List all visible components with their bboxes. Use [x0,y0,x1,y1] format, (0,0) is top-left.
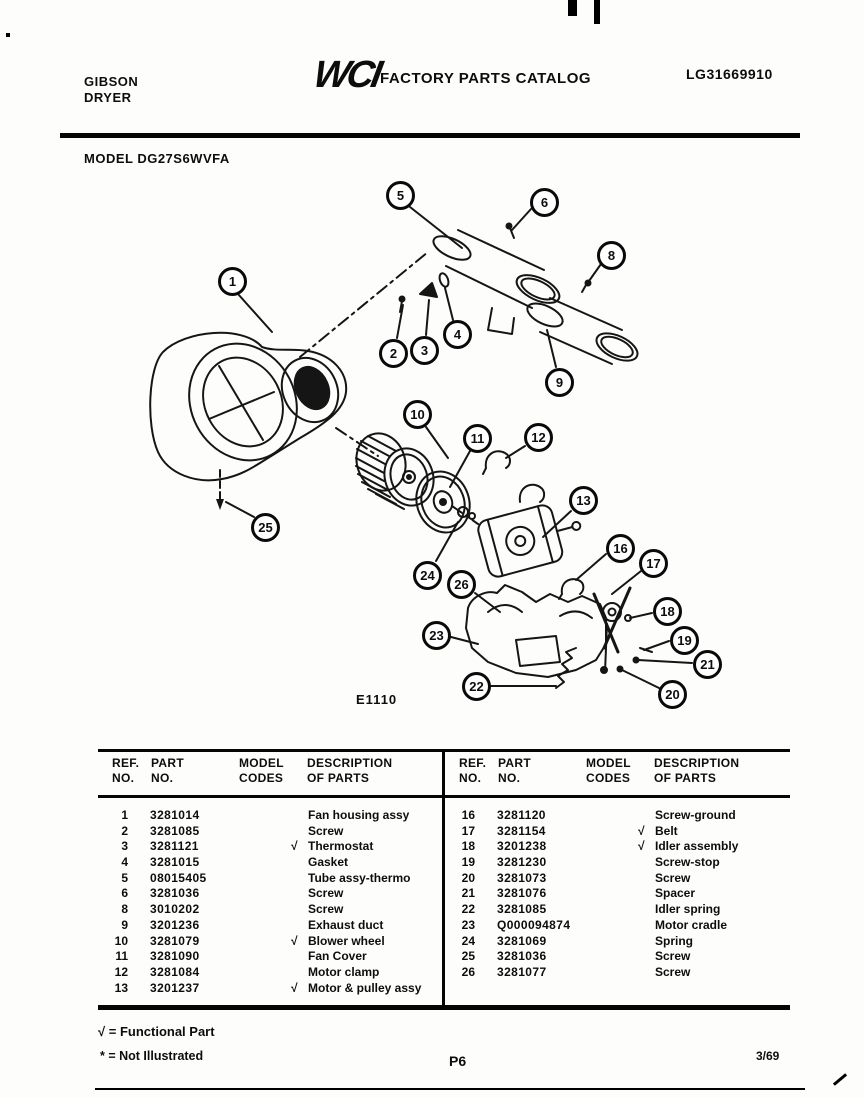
table-row [98,934,442,950]
publication-number: LG31669910 [686,66,773,82]
col-header-part: PART NO. [151,756,184,785]
functional-check: √ [291,839,298,854]
table-header-right [445,756,790,792]
ref-no: 4 [121,855,128,870]
description: Idler spring [655,902,721,917]
callout-1: 1 [218,267,247,296]
table-row [98,918,442,934]
col-header-model: MODEL CODES [239,756,284,785]
description: Motor cradle [655,917,728,932]
table-row [445,855,790,871]
ref-no: 19 [461,855,475,870]
ref-no: 10 [114,933,128,948]
description: Gasket [308,855,349,870]
callout-26: 26 [447,570,476,599]
ref-no: 22 [461,902,475,917]
description: Screw [655,870,691,885]
description: Fan housing assy [308,808,410,822]
table-row [445,824,790,840]
description: Spring [655,933,693,948]
ref-no: 2 [121,823,128,838]
callout-11: 11 [463,424,492,453]
ref-no: 21 [461,886,475,901]
table-row [445,808,790,824]
callout-4: 4 [443,320,472,349]
part-no: 3201237 [150,980,200,995]
callout-9: 9 [545,368,574,397]
ref-no: 26 [461,964,475,979]
description: Motor & pulley assy [308,980,422,995]
callout-5: 5 [386,181,415,210]
ref-no: 6 [121,886,128,901]
callout-8: 8 [597,241,626,270]
callout-12: 12 [524,423,553,452]
ref-no: 18 [461,839,475,854]
callout-20: 20 [658,680,687,709]
table-row [445,871,790,887]
description: Screw [655,964,691,979]
col-header-part: PART NO. [498,756,531,785]
table-row [445,886,790,902]
table-row [98,981,442,997]
callout-23: 23 [422,621,451,650]
part-no: 3281079 [150,933,200,948]
description: Motor clamp [308,964,380,979]
table-row [98,965,442,981]
part-no: 3201238 [497,839,547,854]
part-no: 3281120 [497,808,546,822]
description: Tube assy-thermo [308,870,411,885]
legend-functional-part: √ = Functional Part [98,1024,215,1039]
part-no: 3281230 [497,855,547,870]
functional-check: √ [638,839,645,854]
callout-18: 18 [653,597,682,626]
part-no: 3281077 [497,964,547,979]
callout-16: 16 [606,534,635,563]
model-number: MODEL DG27S6WVFA [84,151,230,166]
ref-no: 17 [461,823,475,838]
table-row [98,824,442,840]
ref-no: 16 [461,808,475,822]
table-row [445,949,790,965]
description: Screw [308,886,344,901]
ref-no: 25 [461,949,475,964]
ref-no: 24 [461,933,475,948]
figure-code: E1110 [356,692,398,707]
ref-no: 9 [121,917,128,932]
callout-25: 25 [251,513,280,542]
description: Exhaust duct [308,917,384,932]
description: Screw-stop [655,855,720,870]
description: Spacer [655,886,696,901]
part-no: 08015405 [150,870,207,885]
description: Screw [655,949,691,964]
part-no: 3281069 [497,933,547,948]
wci-logo: WCI [310,54,383,96]
part-no: 3281090 [150,949,200,964]
ref-no: 23 [461,917,475,932]
callout-17: 17 [639,549,668,578]
ref-no: 12 [114,964,128,979]
table-row [445,934,790,950]
table-row [445,965,790,981]
scan-artifact [594,0,600,24]
part-no: 3201236 [150,917,200,932]
callout-22: 22 [462,672,491,701]
description: Screw [308,902,344,917]
part-no: 3281121 [150,839,199,854]
catalog-title: FACTORY PARTS CATALOG [380,70,592,87]
table-row [98,808,442,824]
table-header-left [98,756,442,792]
table-row [98,871,442,887]
description: Idler assembly [655,839,739,854]
description: Belt [655,823,678,838]
ref-no: 8 [121,902,128,917]
description: Screw [308,823,344,838]
part-no: 3281015 [150,855,200,870]
table-row [445,839,790,855]
description: Thermostat [308,839,374,854]
table-row [445,918,790,934]
functional-check: √ [291,980,298,995]
table-row [98,839,442,855]
part-no: 3010202 [150,902,200,917]
part-no: 3281036 [497,949,547,964]
callout-10: 10 [403,400,432,429]
functional-check: √ [291,933,298,948]
table-row [98,855,442,871]
ref-no: 20 [461,870,475,885]
description: Screw-ground [655,808,736,822]
ref-no: 13 [114,980,128,995]
part-no: 3281014 [150,808,200,822]
table-row [98,886,442,902]
scan-artifact [568,0,577,16]
callout-21: 21 [693,650,722,679]
callout-13: 13 [569,486,598,515]
part-no: 3281036 [150,886,200,901]
table-row [445,902,790,918]
col-header-description: DESCRIPTION OF PARTS [654,756,740,785]
part-no: 3281073 [497,870,547,885]
part-no: 3281084 [150,964,200,979]
callout-24: 24 [413,561,442,590]
callout-2: 2 [379,339,408,368]
description: Fan Cover [308,949,367,964]
table-row [98,902,442,918]
brand-block [84,74,138,106]
scan-artifact [95,1088,805,1090]
ref-no: 1 [121,808,128,822]
callout-6: 6 [530,188,559,217]
scan-artifact [833,1073,847,1086]
col-header-model: MODEL CODES [586,756,631,785]
left-rows [98,808,442,996]
ref-no: 5 [121,870,128,885]
part-no: 3281085 [497,902,547,917]
callout-3: 3 [410,336,439,365]
part-no: Q000094874 [497,917,571,932]
right-rows [445,808,790,981]
page-number: P6 [449,1053,467,1069]
part-no: 3281154 [497,823,546,838]
part-no: 3281085 [150,823,200,838]
part-no: 3281076 [497,886,547,901]
col-header-ref: REF. NO. [459,756,487,785]
table-row [98,949,442,965]
brand-line1: GIBSON [84,74,139,89]
date-code: 3/69 [756,1049,780,1063]
col-header-ref: REF. NO. [112,756,140,785]
header-rule [60,133,800,138]
functional-check: √ [638,823,645,838]
brand-line2: DRYER [84,90,132,105]
ref-no: 3 [121,839,128,854]
scan-artifact [6,33,10,37]
col-header-description: DESCRIPTION OF PARTS [307,756,393,785]
description: Blower wheel [308,933,385,948]
legend-not-illustrated: * = Not Illustrated [100,1049,204,1063]
ref-no: 11 [115,949,128,964]
callout-19: 19 [670,626,699,655]
